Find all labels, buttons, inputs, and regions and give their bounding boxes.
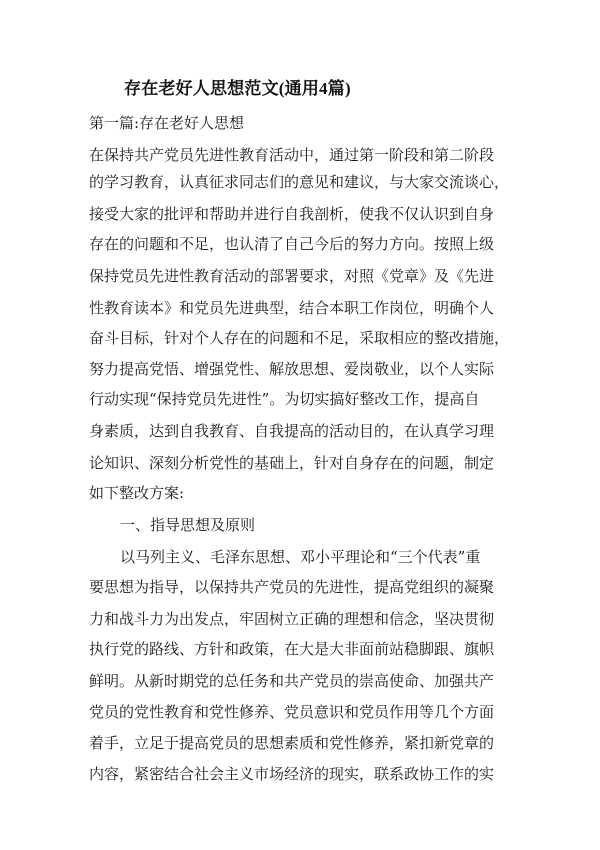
paragraph-line: 党员的党性教育和党性修养、党员意识和党员作用等几个方面 [89, 703, 495, 721]
paragraph-line: 执行党的路线、方针和政策，在大是大非面前站稳脚跟、旗帜 [89, 640, 495, 658]
paragraph-line: 着手，立足于提高党员的思想素质和党性修养，紧扣新党章的 [89, 734, 495, 752]
paragraph-line: 的学习教育，认真征求同志们的意见和建议，与大家交流谈心， [89, 173, 510, 191]
paragraph-line: 奋斗目标，针对个人存在的问题和不足，采取相应的整改措施， [89, 329, 510, 347]
paragraph-line: 如下整改方案: [89, 484, 185, 502]
paragraph-line: 身素质，达到自我教育、自我提高的活动目的，在认真学习理 [89, 422, 495, 440]
paragraph-line: 行动实现“保持党员先进性”。为切实搞好整改工作，提高自 [89, 390, 480, 408]
document-title: 存在老好人思想范文(通用4篇) [124, 79, 351, 98]
paragraph-line: 在保持共产党员先进性教育活动中，通过第一阶段和第二阶段 [89, 146, 495, 164]
paragraph-line: 努力提高党悟、增强党性、解放思想、爱岗敬业，以个人实际 [89, 360, 495, 378]
paragraph-line: 论知识、深刻分析党性的基础上，针对自身存在的问题，制定 [89, 454, 495, 472]
paragraph-line: 保持党员先进性教育活动的部署要求，对照《党章》及《先进 [89, 267, 495, 285]
paragraph-line: 内容，紧密结合社会主义市场经济的现实，联系政协工作的实 [89, 765, 495, 783]
paragraph-line: 性教育读本》和党员先进典型，结合本职工作岗位，明确个人 [89, 299, 495, 317]
section-heading: 第一篇:存在老好人思想 [89, 114, 245, 132]
paragraph-line: 要思想为指导，以保持共产党员的先进性，提高党组织的凝聚 [89, 578, 495, 596]
paragraph-line: 存在的问题和不足，也认清了自己今后的努力方向。按照上级 [89, 235, 495, 253]
paragraph-line: 力和战斗力为出发点，牢固树立正确的理想和信念，坚决贯彻 [89, 610, 495, 628]
paragraph-line: 接受大家的批评和帮助并进行自我剖析，使我不仅认识到自身 [89, 205, 495, 223]
paragraph-line: 鲜明。从新时期党的总任务和共产党员的崇高使命、加强共产 [89, 672, 495, 690]
paragraph-line: 以马列主义、毛泽东思想、邓小平理论和“三个代表”重 [120, 548, 481, 566]
subsection-heading: 一、指导思想及原则 [120, 516, 256, 534]
